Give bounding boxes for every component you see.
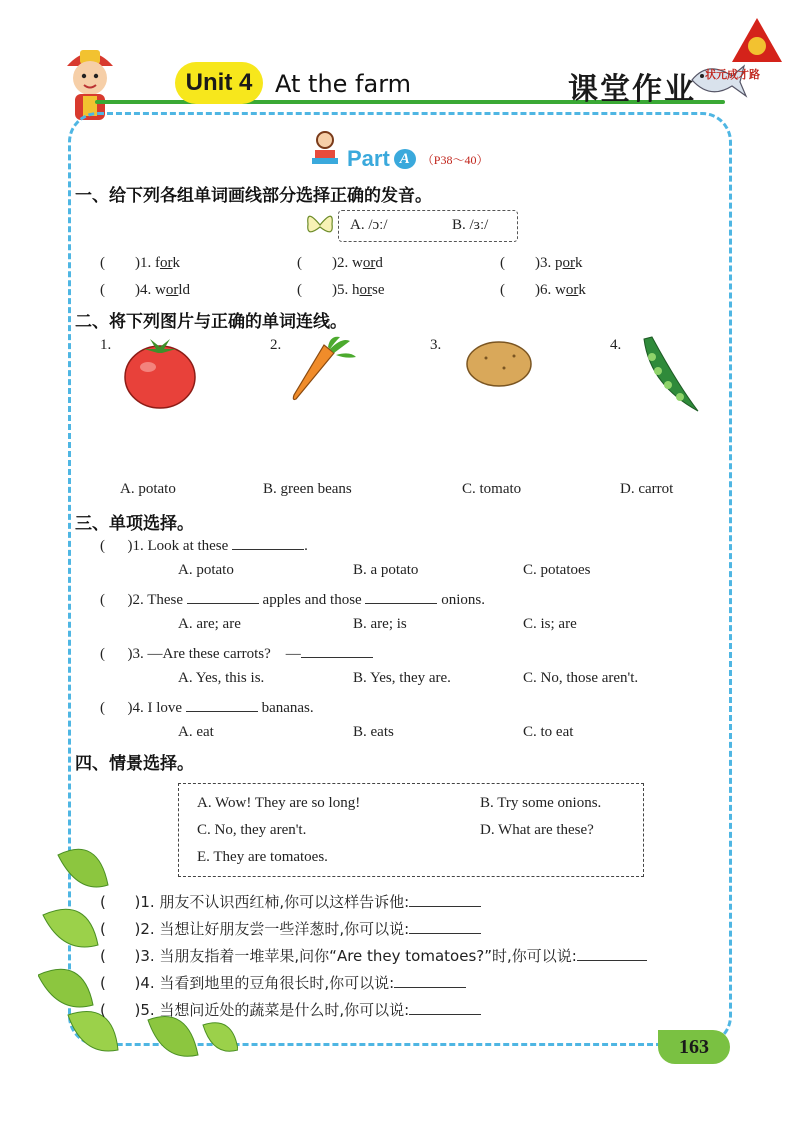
phonetic-option-b: B. /ɜː/ bbox=[452, 217, 489, 233]
mc-question-4-end: bananas. bbox=[261, 700, 314, 716]
scenario-option-c: C. No, they aren't. bbox=[197, 822, 307, 838]
phonetic-item-word: pork bbox=[555, 255, 583, 271]
answer-paren[interactable]: ( bbox=[100, 646, 128, 662]
answer-paren[interactable]: ( bbox=[100, 974, 135, 992]
scenario-option-b: B. Try some onions. bbox=[480, 795, 602, 811]
mc1-option-c: C. potatoes bbox=[523, 562, 591, 578]
phonetic-item-3 bbox=[500, 255, 583, 272]
mc3-option-a: A. Yes, this is. bbox=[178, 670, 265, 686]
mc4-option-b: B. eats bbox=[353, 724, 394, 740]
answer-blank[interactable] bbox=[577, 946, 647, 961]
mc-question-1-end: . bbox=[304, 538, 308, 554]
mc4-option-c: C. to eat bbox=[523, 724, 574, 740]
mc-question-3 bbox=[100, 643, 373, 663]
mc2-option-a: A. are; are bbox=[178, 616, 241, 632]
phonetic-item-word: horse bbox=[352, 282, 385, 298]
picture-number-4: 4. bbox=[610, 337, 622, 353]
answer-blank[interactable] bbox=[186, 697, 258, 712]
mc-question-3-text: )3. —Are these carrots? bbox=[127, 646, 271, 662]
scenario-question-5 bbox=[100, 999, 481, 1020]
phonetic-item-4 bbox=[100, 282, 190, 299]
mc-question-2-text: )2. These bbox=[127, 592, 184, 608]
mc2-option-c: C. is; are bbox=[523, 616, 577, 632]
answer-blank[interactable] bbox=[365, 589, 437, 604]
scenario-question-4-text: )4. 当看到地里的豆角很长时,你可以说: bbox=[134, 974, 395, 992]
phonetic-item-5 bbox=[297, 282, 385, 299]
green-beans-picture bbox=[638, 335, 704, 419]
page-number: 163 bbox=[658, 1030, 730, 1064]
phonetic-item-2 bbox=[297, 255, 383, 272]
answer-paren[interactable]: ( bbox=[100, 282, 135, 298]
scenario-question-3-text: )3. 当朋友指着一堆苹果,问你“Are they tomatoes?”时,你可以说: bbox=[134, 947, 577, 965]
scenario-question-2 bbox=[100, 918, 481, 939]
phonetic-item-word: fork bbox=[155, 255, 180, 271]
answer-paren[interactable]: ( bbox=[297, 282, 332, 298]
mc-question-4-text: )4. I love bbox=[127, 700, 183, 716]
mc1-option-b: B. a potato bbox=[353, 562, 419, 578]
answer-blank[interactable] bbox=[394, 973, 466, 988]
mc3-option-b: B. Yes, they are. bbox=[353, 670, 451, 686]
mc4-option-a: A. eat bbox=[178, 724, 214, 740]
phonetic-item-6 bbox=[500, 282, 586, 299]
word-option-a: A. potato bbox=[120, 481, 176, 497]
phonetic-item-number: )3. bbox=[535, 255, 555, 271]
phonetic-item-number: )5. bbox=[332, 282, 352, 298]
answer-paren[interactable]: ( bbox=[100, 1001, 135, 1019]
answer-paren[interactable]: ( bbox=[297, 255, 332, 271]
part-badge: A bbox=[394, 149, 416, 169]
answer-paren[interactable]: ( bbox=[100, 947, 135, 965]
reading-kid-icon bbox=[310, 130, 340, 170]
picture-number-3: 3. bbox=[430, 337, 442, 353]
answer-blank[interactable] bbox=[409, 919, 481, 934]
section2-title: 二、将下列图片与正确的单词连线。 bbox=[75, 312, 347, 332]
scenario-option-e: E. They are tomatoes. bbox=[197, 849, 328, 865]
brand-text: 状元成才路 bbox=[705, 68, 760, 81]
brand-logo-icon bbox=[730, 16, 784, 68]
answer-paren[interactable]: ( bbox=[100, 592, 128, 608]
word-option-c: C. tomato bbox=[462, 481, 522, 497]
phonetic-item-1 bbox=[100, 255, 180, 272]
part-heading bbox=[347, 146, 488, 172]
answer-paren[interactable]: ( bbox=[100, 893, 135, 911]
phonetic-item-word: word bbox=[352, 255, 383, 271]
answer-blank[interactable] bbox=[301, 643, 373, 658]
mc-question-2 bbox=[100, 589, 485, 609]
tomato-picture bbox=[120, 335, 200, 415]
part-label: Part bbox=[347, 146, 390, 171]
scenario-question-3 bbox=[100, 945, 647, 966]
unit-title: At the farm bbox=[275, 70, 412, 98]
scenario-question-1 bbox=[100, 891, 481, 912]
scenario-question-2-text: )2. 当想让好朋友尝一些洋葱时,你可以说: bbox=[134, 920, 410, 938]
potato-picture bbox=[464, 338, 534, 394]
scenario-question-1-text: )1. 朋友不认识西红柿,你可以这样告诉他: bbox=[134, 893, 410, 911]
carrot-picture bbox=[290, 335, 360, 409]
mc-question-1-text: )1. Look at these bbox=[127, 538, 229, 554]
unit-badge: Unit 4 bbox=[175, 62, 263, 104]
butterfly-icon bbox=[304, 208, 336, 246]
answer-blank[interactable] bbox=[187, 589, 259, 604]
answer-paren[interactable]: ( bbox=[100, 538, 128, 554]
picture-number-1: 1. bbox=[100, 337, 112, 353]
phonetic-item-number: )6. bbox=[535, 282, 555, 298]
answer-paren[interactable]: ( bbox=[100, 700, 128, 716]
word-option-d: D. carrot bbox=[620, 481, 674, 497]
mc2-option-b: B. are; is bbox=[353, 616, 407, 632]
word-option-b: B. green beans bbox=[263, 481, 352, 497]
scenario-question-5-text: )5. 当想问近处的蔬菜是什么时,你可以说: bbox=[134, 1001, 410, 1019]
answer-paren[interactable]: ( bbox=[500, 255, 535, 271]
section1-title: 一、给下列各组单词画线部分选择正确的发音。 bbox=[75, 186, 432, 206]
phonetic-item-word: work bbox=[555, 282, 586, 298]
mc-question-2-end: onions. bbox=[441, 592, 485, 608]
homework-title: 课堂作业 bbox=[568, 72, 696, 107]
answer-blank[interactable] bbox=[232, 535, 304, 550]
scenario-option-d: D. What are these? bbox=[480, 822, 594, 838]
picture-number-2: 2. bbox=[270, 337, 282, 353]
mc-question-3-dash: — bbox=[285, 646, 301, 662]
answer-blank[interactable] bbox=[409, 892, 481, 907]
phonetic-item-number: )4. bbox=[135, 282, 155, 298]
scenario-option-a: A. Wow! They are so long! bbox=[197, 795, 361, 811]
section3-title: 三、单项选择。 bbox=[75, 514, 194, 534]
mc3-option-c: C. No, those aren't. bbox=[523, 670, 639, 686]
scenario-question-4 bbox=[100, 972, 466, 993]
part-pages: （P38～40） bbox=[421, 152, 489, 167]
mc-question-4 bbox=[100, 697, 314, 717]
section4-title: 四、情景选择。 bbox=[75, 754, 194, 774]
phonetic-item-number: )1. bbox=[135, 255, 155, 271]
answer-paren[interactable]: ( bbox=[100, 255, 135, 271]
phonetic-option-a: A. /ɔː/ bbox=[350, 217, 388, 233]
phonetic-item-number: )2. bbox=[332, 255, 352, 271]
phonetic-item-word: world bbox=[155, 282, 191, 298]
answer-blank[interactable] bbox=[409, 1000, 481, 1015]
mc-question-1 bbox=[100, 535, 308, 555]
answer-paren[interactable]: ( bbox=[100, 920, 135, 938]
answer-paren[interactable]: ( bbox=[500, 282, 535, 298]
mc-question-2-mid: apples and those bbox=[262, 592, 362, 608]
mc1-option-a: A. potato bbox=[178, 562, 234, 578]
